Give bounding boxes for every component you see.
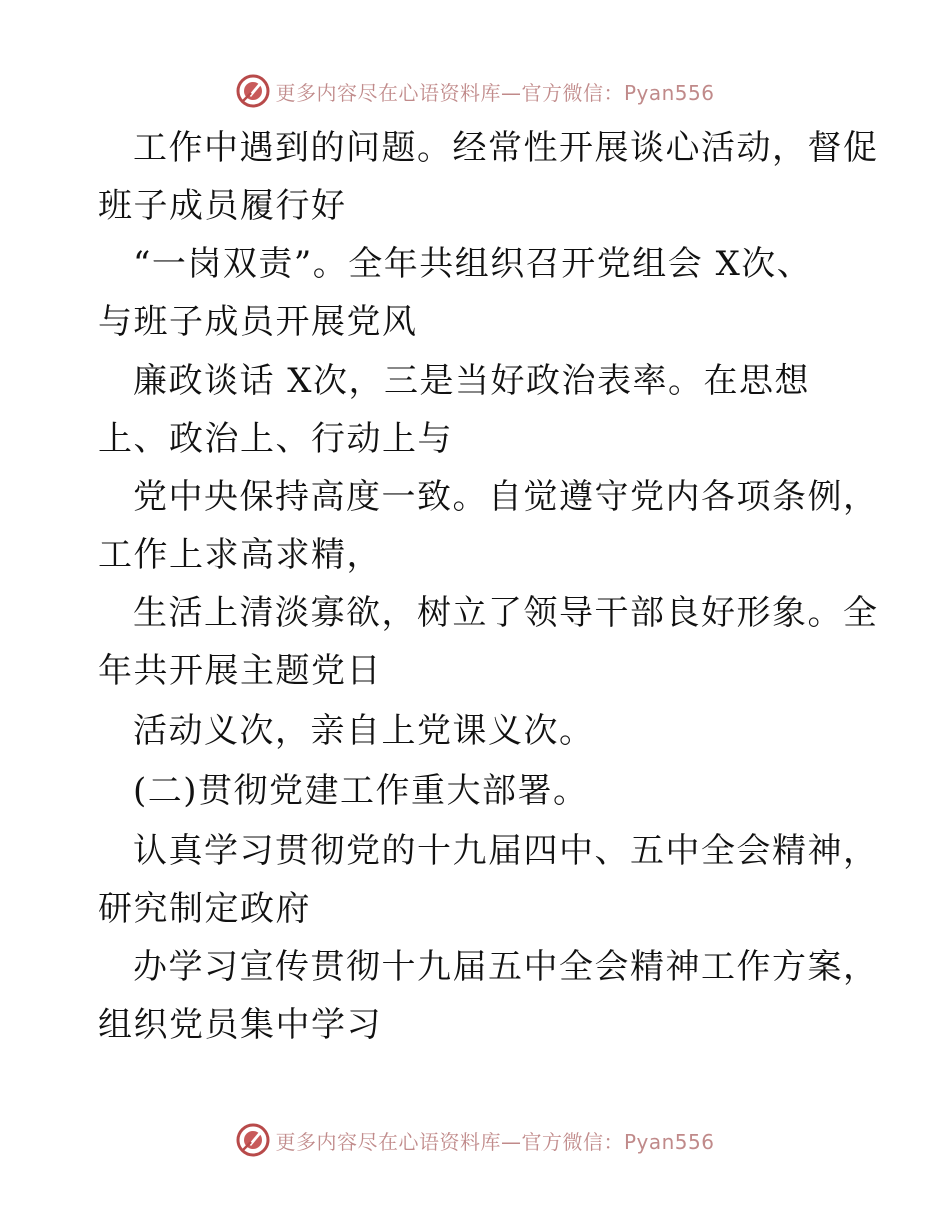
paragraph-line: 党中央保持高度一致。自觉遵守党内各项条例， — [133, 477, 879, 517]
paragraph-line: 工作上求高求精， — [98, 535, 382, 575]
paragraph-line: 工作中遇到的问题。经常性开展谈心活动，督促 — [133, 128, 879, 168]
paragraph-line: 廉政谈话 X次，三是当好政治表率。在思想 — [133, 361, 811, 401]
paragraph-line: 研究制定政府 — [98, 889, 311, 929]
watermark-text: 更多内容尽在心语资料库—官方微信：Pyan556 — [275, 1129, 715, 1154]
header-watermark — [0, 73, 950, 109]
section-heading: (二)贯彻党建工作重大部署。 — [133, 771, 589, 811]
paragraph-line: 生活上清淡寡欲，树立了领导干部良好形象。全 — [133, 593, 879, 633]
paragraph-line: 活动义次，亲自上党课义次。 — [133, 711, 595, 751]
paragraph-line: 组织党员集中学习 — [98, 1005, 382, 1045]
paragraph-line: 办学习宣传贯彻十九届五中全会精神工作方案， — [133, 947, 879, 987]
paragraph-line: 上、政治上、行动上与 — [98, 419, 453, 459]
paragraph-line: “一岗双责”。全年共组织召开党组会 X次、 — [133, 244, 813, 284]
paragraph-line: 班子成员履行好 — [98, 186, 347, 226]
seal-logo-icon — [235, 1122, 271, 1158]
footer-watermark — [0, 1122, 950, 1158]
paragraph-line: 与班子成员开展党风 — [98, 302, 418, 342]
watermark-text: 更多内容尽在心语资料库—官方微信：Pyan556 — [275, 80, 715, 105]
seal-logo-icon — [235, 73, 271, 109]
paragraph-line: 认真学习贯彻党的十九届四中、五中全会精神， — [133, 831, 879, 871]
paragraph-line: 年共开展主题党日 — [98, 651, 382, 691]
